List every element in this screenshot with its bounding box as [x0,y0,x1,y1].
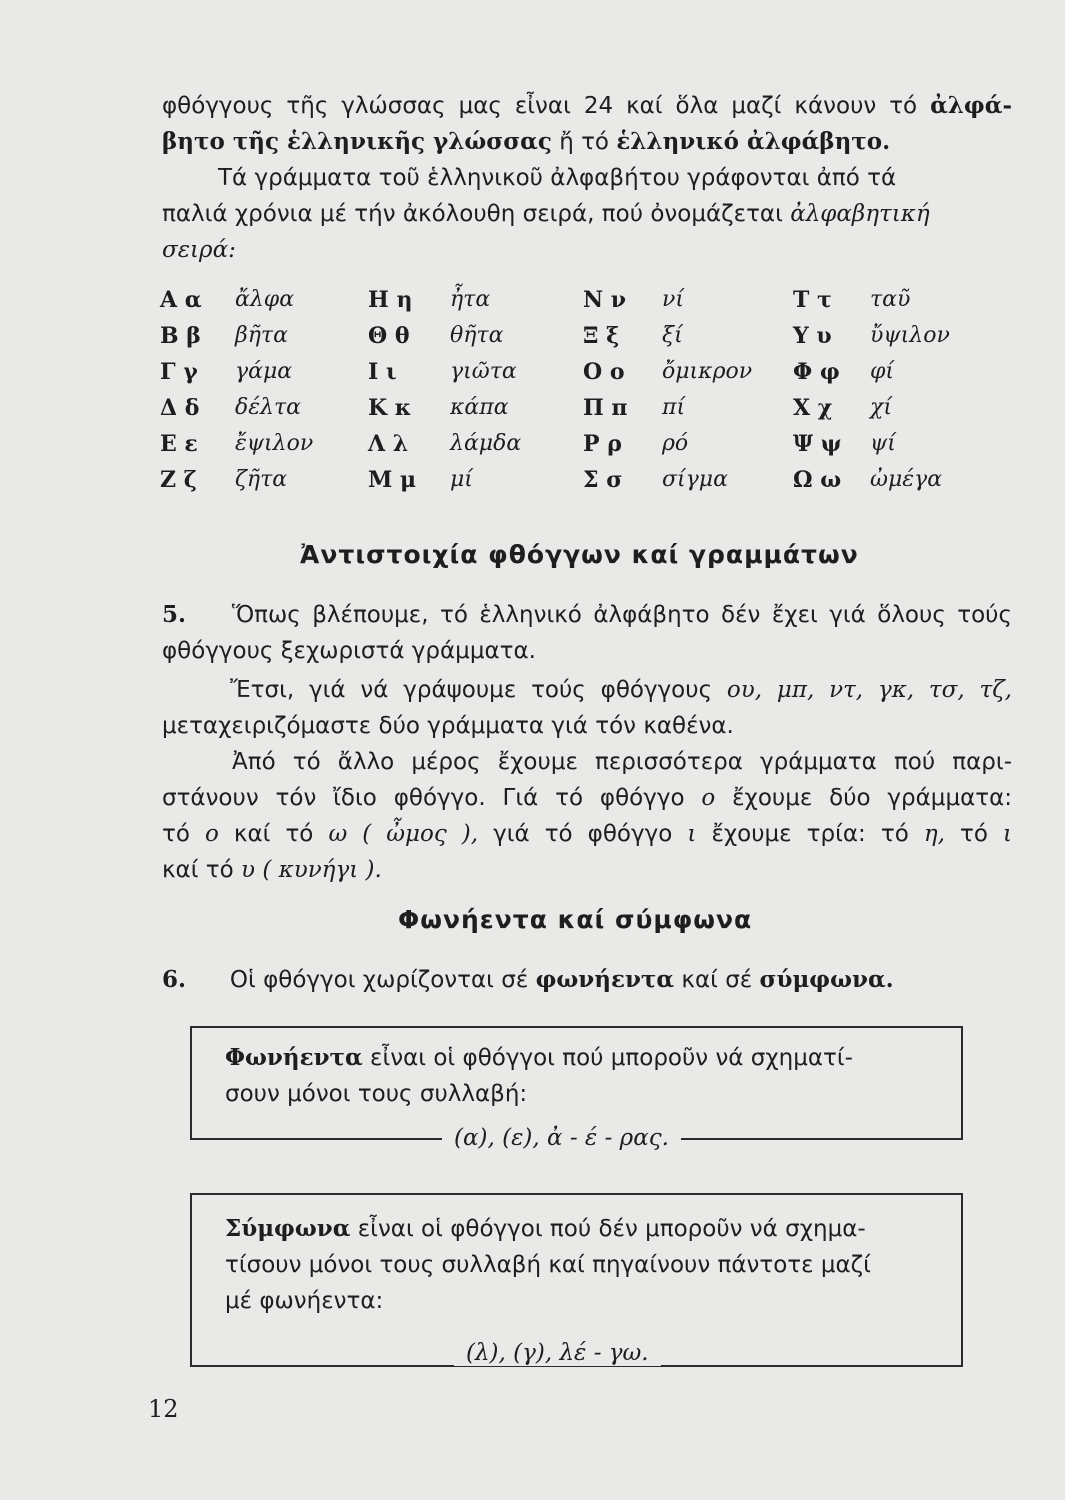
vowels-example: (α), (ε), ἀ - έ - ρας. [442,1125,681,1151]
alphabet-row [160,359,990,395]
letter-pair: Ο ο [583,359,625,385]
letter-name: κάπα [450,395,509,420]
letter-pair: Γ γ [160,359,198,385]
letter-name: ἄλφα [235,287,295,312]
intro-line-5: σειρά: [162,237,236,263]
alphabet-row [160,395,990,431]
letter-pair: Θ θ [368,323,410,349]
section1-line-7: τό ο καί τό ω ( ὦμος ), γιά τό φθόγγο ι ἔχουμε τρία: τό η, τό ι [162,821,1012,847]
intro-line-2: βητο τῆς ἑλληνικῆς γλώσσας ἤ τό ἑλληνικό ἀλφάβητο. [162,128,891,155]
letter-pair: Λ λ [368,431,409,457]
letter-name: πί [662,395,686,420]
consonants-definition-line-3: μέ φωνήεντα: [225,1288,384,1314]
letter-pair: Δ δ [160,395,200,421]
alphabet-row [160,467,990,503]
letter-name: γάμα [235,359,293,384]
section1-line-1: 5. Ὅπως βλέπουμε, τό ἑλληνικό ἀλφάβητο δέν ἔχει γιά ὅλους τούς [162,601,1012,628]
page-number: 12 [148,1395,179,1423]
letter-pair: Σ σ [583,467,623,493]
letter-pair: Χ χ [793,395,833,421]
consonants-example: (λ), (γ), λέ - γω. [454,1340,661,1366]
letter-name: ξί [662,323,683,348]
letter-name: ὔψιλον [870,323,950,348]
letter-name: δέλτα [235,395,302,420]
letter-name: θῆτα [450,323,504,348]
letter-name: ρό [662,431,689,456]
letter-name: βῆτα [235,323,288,348]
letter-pair: Π π [583,395,628,421]
intro-line-4: παλιά χρόνια μέ τήν ἀκόλουθη σειρά, πού ὀνομάζεται ἀλφαβητική [162,201,930,227]
letter-name: φί [870,359,895,384]
letter-name: ψί [870,431,896,456]
letter-name: χί [870,395,892,420]
alphabet-row [160,323,990,359]
section1-line-8: καί τό υ ( κυνήγι ). [162,857,382,883]
letter-pair: Μ μ [368,467,417,493]
vowels-definition-line-2: σουν μόνοι τους συλλαβή: [225,1081,528,1107]
consonants-definition-box [190,1193,963,1367]
letter-pair: Η η [368,287,413,313]
intro-line-3: Τά γράμματα τοῦ ἑλληνικοῦ ἀλφαβήτου γράφονται ἀπό τά [218,165,897,191]
letter-pair: Α α [160,287,202,313]
section1-line-2: φθόγγους ξεχωριστά γράμματα. [162,638,536,664]
letter-name: νί [662,287,684,312]
letter-name: ἦτα [450,287,491,312]
letter-pair: Β β [160,323,201,349]
letter-name: μί [450,467,473,492]
vowels-definition-line-1: Φωνήεντα εἶναι οἱ φθόγγοι πού μποροῦν νά σχηματί- [225,1044,853,1071]
letter-pair: Ζ ζ [160,467,197,493]
consonants-definition-line-1: Σύμφωνα εἶναι οἱ φθόγγοι πού δέν μποροῦν νά σχημα- [225,1215,866,1242]
letter-pair: Ψ ψ [793,431,842,457]
letter-pair: Ξ ξ [583,323,620,349]
intro-line-1: φθόγγους τῆς γλώσσας μας εἶναι 24 καί ὅλα μαζί κάνουν τό ἀλφά- [162,92,1012,119]
letter-pair: Φ φ [793,359,840,385]
letter-name: ὠμέγα [870,467,943,492]
section2-line-1: 6. Οἱ φθόγγοι χωρίζονται σέ φωνήεντα καί σέ σύμφωνα. [162,966,894,993]
letter-pair: Κ κ [368,395,412,421]
letter-name: γιῶτα [450,359,517,384]
letter-pair: Ε ε [160,431,198,457]
letter-name: ὄμικρον [662,359,753,384]
letter-name: ἔψιλον [235,431,314,456]
consonants-definition-line-2: τίσουν μόνοι τους συλλαβή καί πηγαίνουν πάντοτε μαζί [225,1252,871,1278]
section-heading-correspondence: Ἀντιστοιχία φθόγγων καί γραμμάτων [300,540,859,569]
section1-line-5: Ἀπό τό ἄλλο μέρος ἔχουμε περισσότερα γράμματα πού παρι- [232,749,1012,775]
vowels-definition-box [190,1026,963,1151]
letter-name: σίγμα [662,467,728,492]
letter-name: λάμδα [450,431,522,456]
letter-pair: Τ τ [793,287,832,313]
section1-line-3: Ἔτσι, γιά νά γράψουμε τούς φθόγγους ου, μπ, ντ, γκ, τσ, τζ, [230,677,1012,703]
section1-line-4: μεταχειριζόμαστε δύο γράμματα γιά τόν καθένα. [162,713,734,739]
letter-pair: Υ υ [793,323,832,349]
alphabet-row [160,431,990,467]
letter-pair: Ν ν [583,287,627,313]
letter-name: ζῆτα [235,467,288,492]
section-heading-vowels-consonants: Φωνήεντα καί σύμφωνα [398,905,753,934]
letter-pair: Ρ ρ [583,431,622,457]
letter-pair: Ω ω [793,467,842,493]
alphabet-row [160,287,990,323]
letter-pair: Ι ι [368,359,397,385]
letter-name: ταῦ [870,287,911,312]
section1-line-6: στάνουν τόν ἴδιο φθόγγο. Γιά τό φθόγγο ο ἔχουμε δύο γράμματα: [162,785,1012,811]
